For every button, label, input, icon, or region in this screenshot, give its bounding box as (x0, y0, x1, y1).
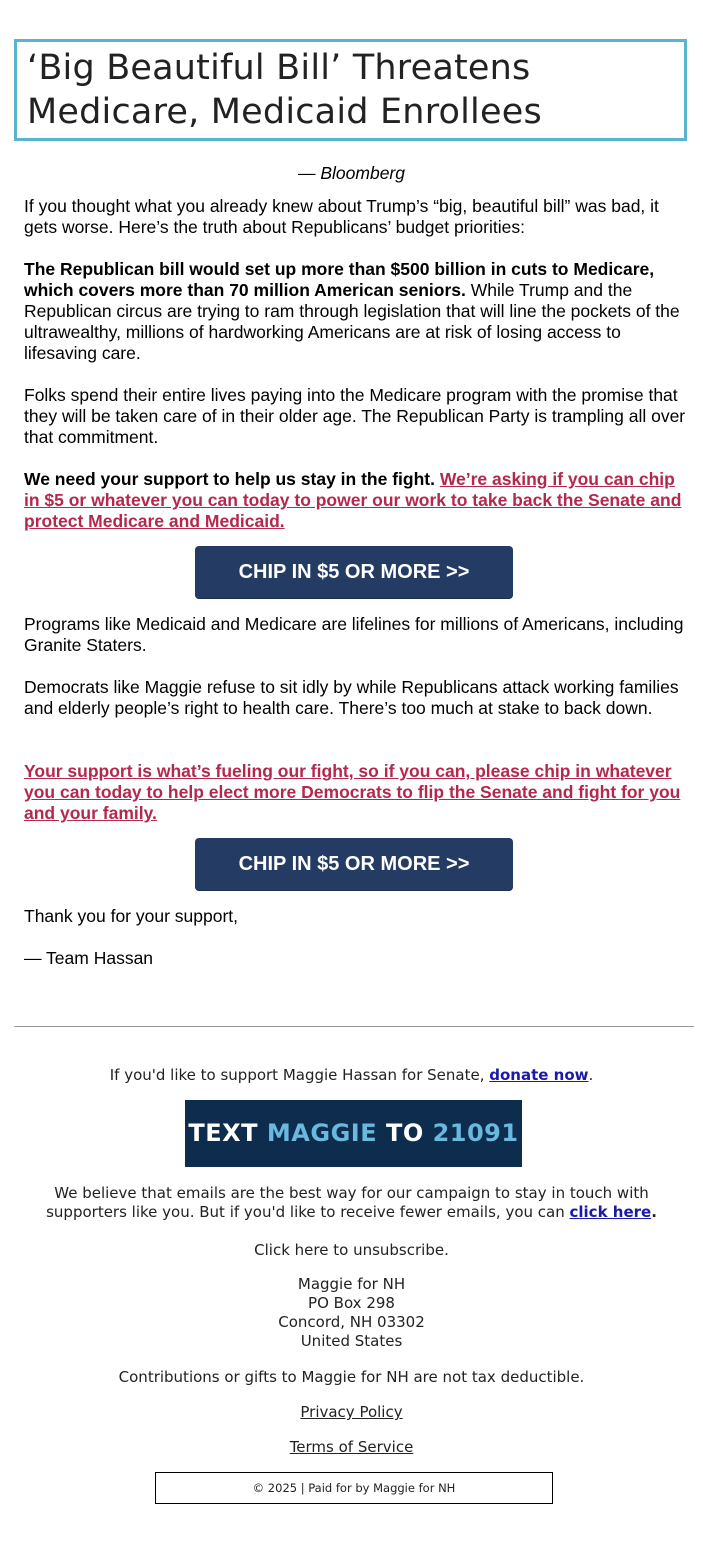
support-prefix: If you'd like to support Maggie Hassan for Senate, (109, 1066, 490, 1084)
banner-text-word: TEXT (188, 1119, 267, 1147)
unsubscribe-link[interactable]: Click here to unsubscribe. (254, 1241, 449, 1259)
privacy-line (0, 1403, 703, 1422)
headline-box (14, 39, 687, 141)
donate-ask-link[interactable]: We’re asking if you can chip in $5 or whatever you can today to power our work to take back the Senate and protect Medicare and Medicaid. (24, 469, 682, 531)
text-maggie-banner[interactable] (185, 1100, 522, 1167)
support-suffix: . (588, 1066, 594, 1084)
tax-note: Contributions or gifts to Maggie for NH are not tax deductible. (118, 1368, 585, 1386)
headline: ‘Big Beautiful Bill’ Threatens Medicare, Medicaid Enrollees (27, 48, 542, 132)
paid-for-box: © 2025 | Paid for by Maggie for NH (155, 1472, 553, 1504)
paragraph-medicare-promise: Folks spend their entire lives paying into the Medicare program with the promise that they will be taken care of in their older age. The Republican Party is trampling all over that commitment. (24, 385, 686, 447)
address-line-4: United States (300, 1332, 403, 1350)
terms-of-service-link[interactable]: Terms of Service (289, 1438, 414, 1456)
chip-in-button-2[interactable]: CHIP IN $5 OR MORE >> (195, 838, 513, 890)
address-line-3: Concord, NH 03302 (278, 1313, 425, 1331)
banner-shortcode: 21091 (432, 1119, 519, 1147)
signoff-text: — Team Hassan (24, 948, 154, 968)
source-credit (0, 163, 703, 184)
thanks-text: Thank you for your support, (24, 906, 238, 926)
emails-preference-line (0, 1184, 703, 1222)
address-line-1: Maggie for NH (297, 1275, 406, 1293)
source-dash: — (297, 163, 316, 183)
paragraph-cuts-rest: While Trump and the Republican circus are trying to ram through legislation that will line the pockets of the ultrawealthy, millions of hardworking Americans are at risk of losing access to lifesaving care. (24, 280, 680, 363)
paragraph-cuts (24, 259, 688, 364)
terms-line (0, 1438, 703, 1457)
banner-maggie-word: MAGGIE (266, 1119, 378, 1147)
paragraph-cuts-bold: The Republican bill would set up more than $500 billion in cuts to Medicare, which covers more than 70 million American seniors. (24, 259, 655, 300)
banner-to-word: TO (377, 1119, 433, 1147)
emails-text: We believe that emails are the best way for our campaign to stay in touch with supporters like you. But if you'd like to receive fewer emails, you can (46, 1184, 649, 1221)
paragraph-intro: If you thought what you already knew about Trump’s “big, beautiful bill” was bad, it gets worse. Here’s the truth about Republicans’ budget priorities: (24, 196, 659, 237)
donate-fuel-link[interactable]: Your support is what’s fueling our fight, so if you can, please chip in whatever you can today to help elect more Democrats to flip the Senate and fight for you and your family. (24, 761, 681, 823)
support-line (0, 1066, 703, 1085)
source-name: Bloomberg (320, 163, 405, 183)
paragraph-fueling (24, 761, 688, 824)
chip-in-button-1[interactable]: CHIP IN $5 OR MORE >> (195, 546, 513, 598)
footer-divider (14, 1026, 694, 1027)
donate-now-link[interactable]: donate now (489, 1066, 589, 1084)
paragraph-democrats: Democrats like Maggie refuse to sit idly by while Republicans attack working families and elderly people’s right to health care. There’s too much at stake to back down. (24, 677, 679, 718)
paragraph-ask (24, 469, 688, 532)
paragraph-ask-bold: We need your support to help us stay in the fight. (24, 469, 435, 489)
fewer-emails-link[interactable]: click here (569, 1203, 652, 1221)
address-line-2: PO Box 298 (308, 1294, 395, 1312)
paragraph-lifelines: Programs like Medicaid and Medicare are lifelines for millions of Americans, including Granite Staters. (24, 614, 684, 655)
privacy-policy-link[interactable]: Privacy Policy (300, 1403, 403, 1421)
emails-suffix: . (651, 1203, 657, 1221)
